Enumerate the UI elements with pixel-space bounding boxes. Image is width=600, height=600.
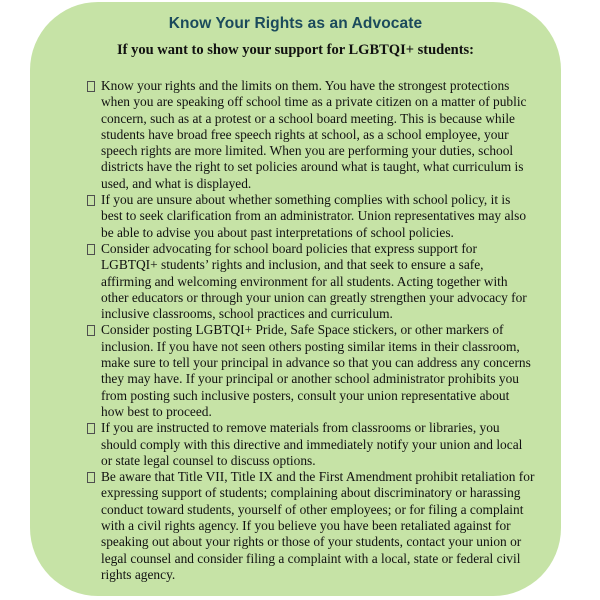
list-item bbox=[86, 469, 535, 583]
rights-list bbox=[30, 78, 561, 583]
empty-checkbox-icon bbox=[87, 472, 95, 483]
empty-checkbox-icon bbox=[87, 325, 95, 336]
rights-card bbox=[30, 2, 561, 596]
list-item bbox=[86, 420, 535, 469]
list-item-text: Be aware that Title VII, Title IX and the First Amendment prohibit retaliation for expressing support of students; complaining about discriminatory or harassing conduct toward students, yourself of other employees; or for filing a complaint with a civil rights agency. If you believe you have been retaliated against for speaking out about your rights or those of your students, contact your union or legal counsel and consider filing a complaint with a local, state or federal civil rights agency. bbox=[101, 469, 535, 582]
empty-checkbox-icon bbox=[87, 81, 95, 92]
list-item bbox=[86, 241, 535, 322]
list-item-text: Consider advocating for school board policies that express support for LGBTQI+ students’ rights and inclusion, and that seek to ensure a safe, affirming and welcoming environment for all students. Acting together with other educators or through your union can greatly strengthen your advocacy for inclusive classrooms, school practices and curriculum. bbox=[101, 240, 527, 322]
list-item-text: If you are instructed to remove materials from classrooms or libraries, you should comply with this directive and immediately notify your union and local or state legal counsel to discuss options. bbox=[101, 420, 523, 468]
list-item bbox=[86, 322, 535, 420]
list-item bbox=[86, 78, 535, 192]
page-subtitle: If you want to show your support for LGBTQI+ students: bbox=[117, 42, 474, 58]
list-item-text: Consider posting LGBTQI+ Pride, Safe Space stickers, or other markers of inclusion. If you have not seen others posting similar items in their classroom, make sure to tell your principal in advance so that you can address any concerns they may have. If your principal or another school administrator prohibits you from posting such inclusive posters, consult your union representative about how best to proceed. bbox=[101, 322, 531, 419]
empty-checkbox-icon bbox=[87, 423, 95, 434]
list-item-text: If you are unsure about whether something complies with school policy, it is best to seek clarification from an administrator. Union representatives may also be able to advise you about past interpretations of school policies. bbox=[101, 192, 527, 240]
page-title: Know Your Rights as an Advocate bbox=[168, 15, 423, 32]
empty-checkbox-icon bbox=[87, 195, 95, 206]
list-item-text: Know your rights and the limits on them. You have the strongest protections when you are speaking off school time as a private citizen on a matter of public concern, such as at a protest or a school board meeting. This is because while students have broad free speech rights at school, as a school employee, your speech rights are more limited. When you are performing your duties, school districts have the right to set policies around what is taught, what curriculum is used, and what is displayed. bbox=[101, 78, 527, 191]
list-item bbox=[86, 192, 535, 241]
empty-checkbox-icon bbox=[87, 244, 95, 255]
